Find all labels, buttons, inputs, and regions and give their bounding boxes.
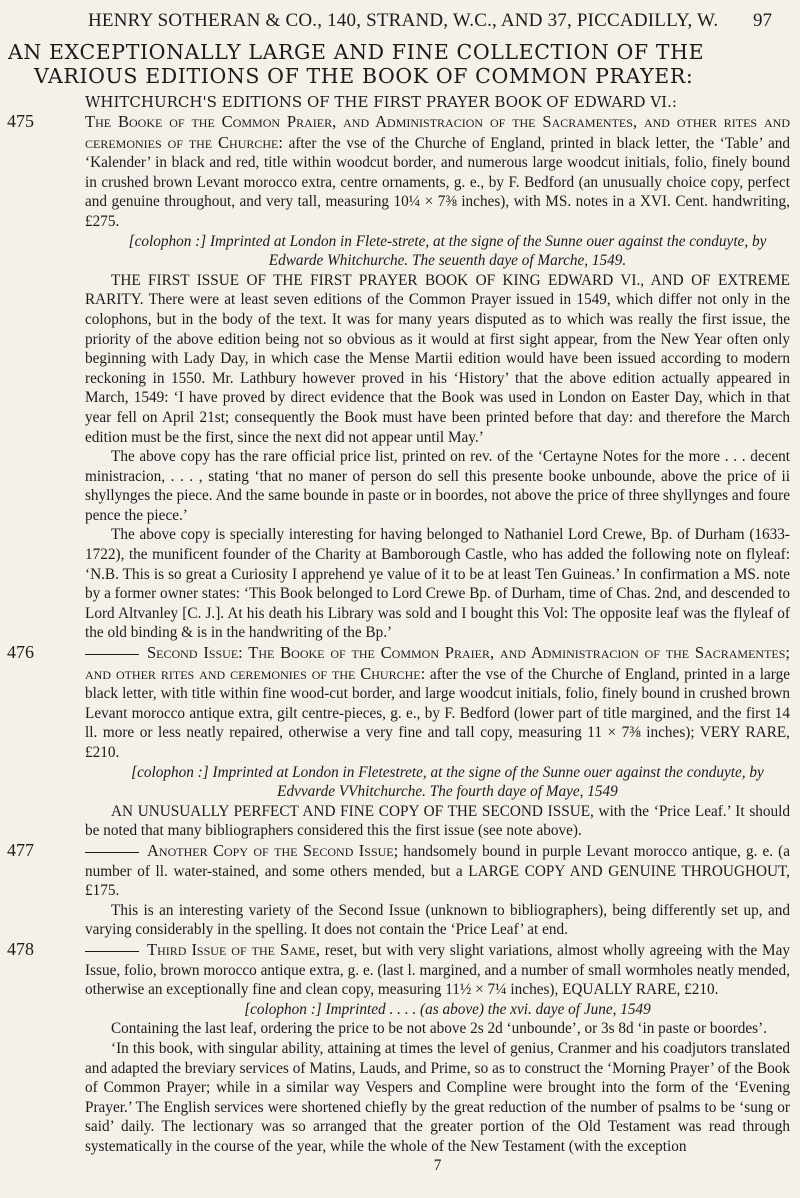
lot-note: The above copy has the rare official price list, printed on rev. of the ‘Certayne Notes for the more . . . decent ministracion, . . . , stating ‘that no maner of person do sell this presente booke unbounde, above the price of ii shyllynges the piece. And the same bounde in paste or in boordes, not above the price of three shyllynges and foure pence the piece.’ xyxy=(85,448,790,524)
lot-note: This is an interesting variety of the Second Issue (unknown to bibliographers), being differently set up, and varying considerably in the spelling. It does not contain the ‘Price Leaf’ at end. xyxy=(85,901,790,939)
lot-note: AN UNUSUALLY PERFECT AND FINE COPY OF THE SECOND ISSUE, with the ‘Price Leaf.’ It should be noted that many bibliographers considered this the first issue (see note above). xyxy=(85,802,790,840)
lot-number: 476 xyxy=(7,642,34,663)
lot-description: handsomely bound in purple Levant morocco antique, g. e. (a number of ll. water-stained, and some others mended, but a LARGE COPY AND GENUINE THROUGHOUT, £175. xyxy=(85,842,791,900)
lot-note: The above copy is specially interesting for having belonged to Nathaniel Lord Crewe, Bp. of Durham (1633-1722), the munificent founder of the Charity at Bamborough Castle, who has added the following note on flyleaf: ‘N.B. This is so great a Curiosity I apprehend ye value of it to be at least Ten Guineas.’ In confirmation a MS. note by a former owner states: ‘This Book belonged to Lord Crewe Bp. of Durham, time of Chas. 2nd, and descended to Lord Altvanley [C. J.]. At his death his Library was sold and I bought this Vol: The opposite leaf was the flyleaf of the old binding & is in the handwriting of the Bp.’ xyxy=(85,526,790,642)
lot-description: after the vse of the Churche of England, printed in a large black letter, with title within fine wood-cut border, and large woodcut initials, folio, finely bound in crushed brown Levant morocco antique extra, gilt centre-pieces, g. e., by F. Bedford (lower part of title margined, and the first 14 ll. more or less neatly repaired, otherwise a very fine and tall copy, measuring 11 × 7⅜ inches); VERY RARE, £210. xyxy=(85,665,791,761)
page-title xyxy=(8,40,794,88)
section-heading: WHITCHURCH'S EDITIONS OF THE FIRST PRAYER BOOK OF EDWARD VI.: xyxy=(85,93,677,111)
running-head: HENRY SOTHERAN & CO., 140, STRAND, W.C., AND 37, PICCADILLY, W. xyxy=(88,10,719,31)
page-number: 97 xyxy=(753,10,772,31)
lot-number: 478 xyxy=(7,938,34,959)
lot-note: Containing the last leaf, ordering the price to be not above 2s 2d ‘unbounde’, or 3s 8d ‘in paste or boordes’. xyxy=(111,1020,768,1038)
lot-description: after the vse of the Churche of England, printed in black letter, the ‘Table’ and ‘Kalender’ in black and red, title within woodcut border, and numerous large woodcut initials, folio, finely bound in crushed brown Levant morocco extra, centre ornaments, g. e., by F. Bedford (an unusually choice copy, perfect and genuine throughout, and very tall, measuring 10¼ × 7⅜ inches), with MS. notes in a XVI. Cent. handwriting, £275. xyxy=(85,134,790,230)
lot-colophon: [colophon :] Imprinted . . . . (as above) the xvi. daye of June, 1549 xyxy=(244,1000,651,1018)
lot-entry xyxy=(7,111,790,643)
lot-list xyxy=(7,111,791,1176)
lot-number: 475 xyxy=(7,111,34,131)
lot-colophon: [colophon :] Imprinted at London in Fletestrete, at the signe of the Sunne ouer against the conduyte, by Edvvarde VVhitchurche. The fourth daye of Maye, 1549 xyxy=(131,763,764,801)
lot-entry xyxy=(7,642,791,841)
title-line-2: VARIOUS EDITIONS OF THE BOOK OF COMMON PRAYER: xyxy=(34,64,694,88)
ditto-dash xyxy=(85,852,139,853)
signature-mark: 7 xyxy=(433,1157,442,1175)
lot-heading: The Booke of the Common Praier, and Administracion of the Sacramentes, and other rites and ceremonies of the Churche: xyxy=(85,112,790,152)
lot-heading: Second Issue: The Booke of the Common Praier, and Administracion of the Sacramentes; and other rites and ceremonies of the Churche: xyxy=(85,643,790,683)
lot-entry xyxy=(7,938,790,1176)
lot-heading: Another Copy of the Second Issue; xyxy=(147,840,399,860)
ditto-dash xyxy=(85,654,139,655)
title-line-1: AN EXCEPTIONALLY LARGE AND FINE COLLECTION OF THE xyxy=(8,40,705,64)
lot-note: THE FIRST ISSUE OF THE FIRST PRAYER BOOK OF KING EDWARD VI., AND OF EXTREME RARITY. There were at least seven editions of the Common Prayer issued in 1549, which differ not only in the colophons, but in the body of the text. It was for many years disputed as to which was really the first issue, the priority of the above edition being not so obvious as it would at first sight appear, from the New Year often only beginning with Lady Day, in which case the Mense Martii edition would have been issued according to modern reckoning in 1550. Mr. Lathbury however proved in his ‘History’ that the above edition actually appeared in March, 1549: ‘I have proved by direct evidence that the Book was used in London on Easter Day, which in that year fell on April 21st; consequently the Book must have been printed before that day: and therefore the March edition must be the first, since the next did not appear until May.’ xyxy=(85,271,790,446)
lot-note: ‘In this book, with singular ability, attaining at times the level of genius, Cranmer and his coadjutors translated and adapted the breviary services of Matins, Lauds, and Prime, so as to construct the ‘Morning Prayer’ of the Book of Common Prayer; while in a similar way Vespers and Compline were brought into the form of the ‘Evening Prayer.’ The English services were shortened chiefly by the great reduction of the number of psalms to be ‘sung or said’ daily. The lectionary was so arranged that the greater portion of the Old Testament was read through systematically in the course of the year, while the whole of the New Testament (with the exception xyxy=(85,1039,790,1155)
lot-heading: Third Issue of the Same, xyxy=(147,939,321,959)
lot-colophon: [colophon :] Imprinted at London in Flete-strete, at the signe of the Sunne ouer against the conduyte, by Edwarde Whitchurche. The seuenth daye of Marche, 1549. xyxy=(128,232,767,270)
lot-number: 477 xyxy=(7,839,34,860)
ditto-dash xyxy=(85,951,139,952)
lot-entry xyxy=(7,839,791,940)
lot-description: reset, but with very slight variations, almost wholly agreeing with the May Issue, folio, brown morocco antique extra, g. e. (last l. margined, and a number of small wormholes neatly mended, otherwise an exceptionally fine and clean copy, measuring 11½ × 7¼ inches), EQUALLY RARE, £210. xyxy=(85,941,790,999)
